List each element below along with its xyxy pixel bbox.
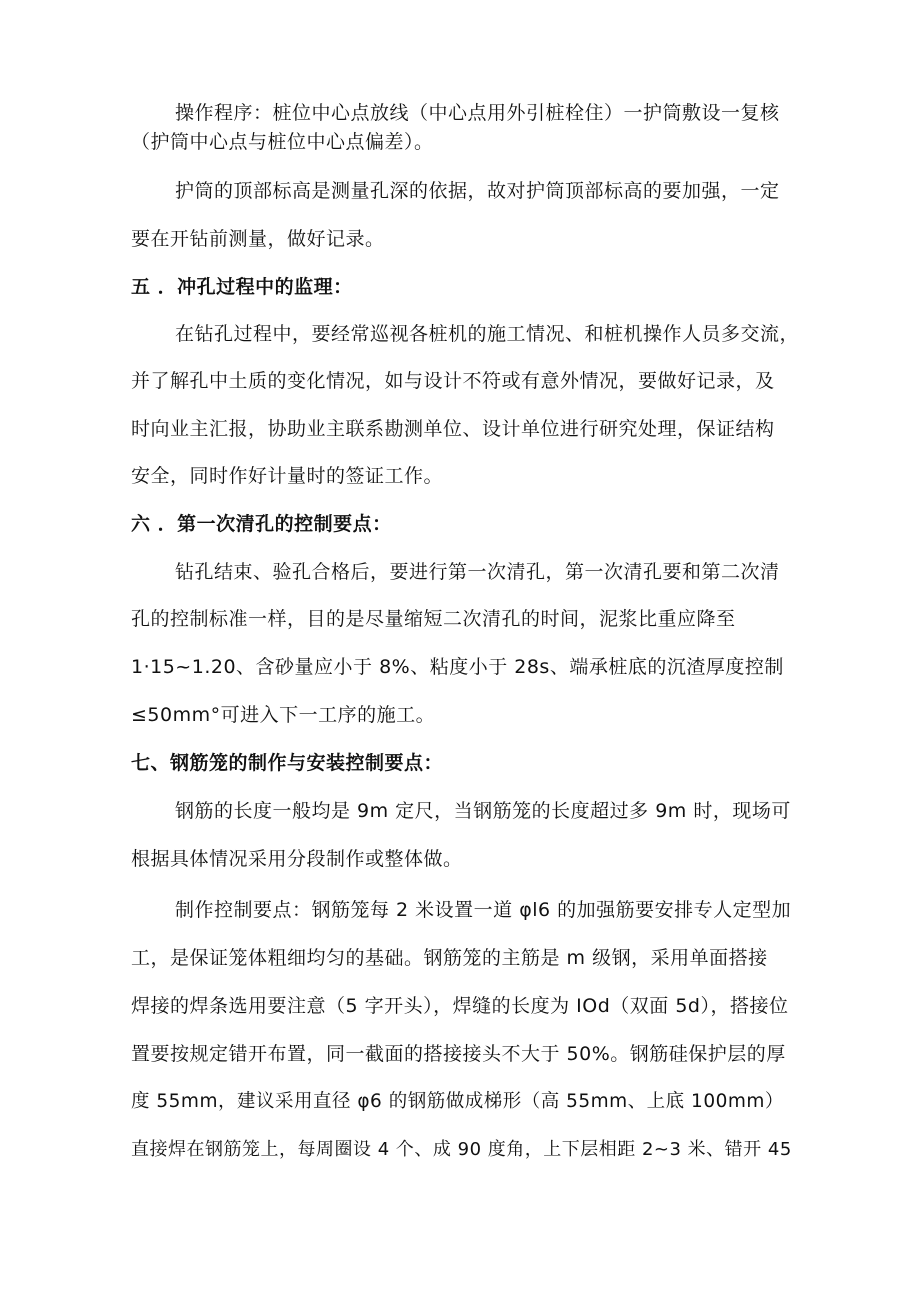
cleaning-para-line-4: ≤50mm°可进入下一工序的施工。: [131, 704, 436, 726]
fabrication-para-line-2: 工，是保证笼体粗细均匀的基础。钢筋笼的主筋是 m 级钢，采用单面搭接: [131, 947, 768, 969]
cleaning-para-line-2: 孔的控制标准一样，目的是尽量缩短二次清孔的时间，泥浆比重应降至: [131, 608, 736, 630]
cleaning-para-line-3: 1·15~1.20、含砂量应小于 8%、粘度小于 28s、端承桩底的沉渣厚度控制: [131, 656, 784, 678]
rebar-para-line-2: 根据具体情况采用分段制作或整体做。: [131, 848, 463, 870]
fabrication-para-line-5: 度 55mm，建议采用直径 φ6 的钢筋做成梯形（高 55mm、上底 100mm）: [131, 1091, 784, 1112]
procedure-line-2: （护筒中心点与桩位中心点偏差）。: [131, 131, 434, 153]
casing-para-line-2: 要在开钻前测量，做好记录。: [131, 228, 385, 250]
drilling-para-line-4: 安全，同时作好计量时的签证工作。: [131, 465, 444, 487]
procedure-line-1: 操作程序：桩位中心点放线（中心点用外引桩栓住）一护筒敷设一复核: [175, 102, 780, 124]
section-five-heading: 五 ．冲孔过程中的监理：: [131, 276, 353, 298]
drilling-para-line-3: 时向业主汇报，协助业主联系勘测单位、设计单位进行研究处理，保证结构: [131, 418, 775, 440]
fabrication-para-line-3: 焊接的焊条选用要注意（5 字开头），焊缝的长度为 IOd（双面 5d），搭接位: [131, 995, 789, 1017]
casing-para-line-1: 护筒的顶部标高是测量孔深的依据，故对护筒顶部标高的要加强，一定: [175, 180, 780, 202]
fabrication-para-line-6: 直接焊在钢筋笼上，每周圈设 4 个、成 90 度角，上下层相距 2~3 米、错开 45: [131, 1139, 792, 1160]
rebar-para-line-1: 钢筋的长度一般均是 9m 定尺，当钢筋笼的长度超过多 9m 时，现场可: [175, 800, 791, 822]
fabrication-para-line-4: 置要按规定错开布置，同一截面的搭接接头不大于 50%。钢筋硅保护层的厚: [131, 1043, 786, 1065]
section-seven-heading: 七、钢筋笼的制作与安装控制要点：: [131, 752, 444, 774]
cleaning-para-line-1: 钻孔结束、验孔合格后，要进行第一次清孔，第一次清孔要和第二次清: [175, 561, 780, 583]
fabrication-para-line-1: 制作控制要点：钢筋笼每 2 米设置一道 φl6 的加强筋要安排专人定型加: [175, 899, 792, 921]
section-six-heading: 六 ．第一次清孔的控制要点：: [131, 513, 392, 535]
drilling-para-line-2: 并了解孔中土质的变化情况，如与设计不符或有意外情况，要做好记录，及: [131, 370, 775, 392]
drilling-para-line-1: 在钻孔过程中，要经常巡视各桩机的施工情况、和桩机操作人员多交流，: [175, 323, 800, 345]
